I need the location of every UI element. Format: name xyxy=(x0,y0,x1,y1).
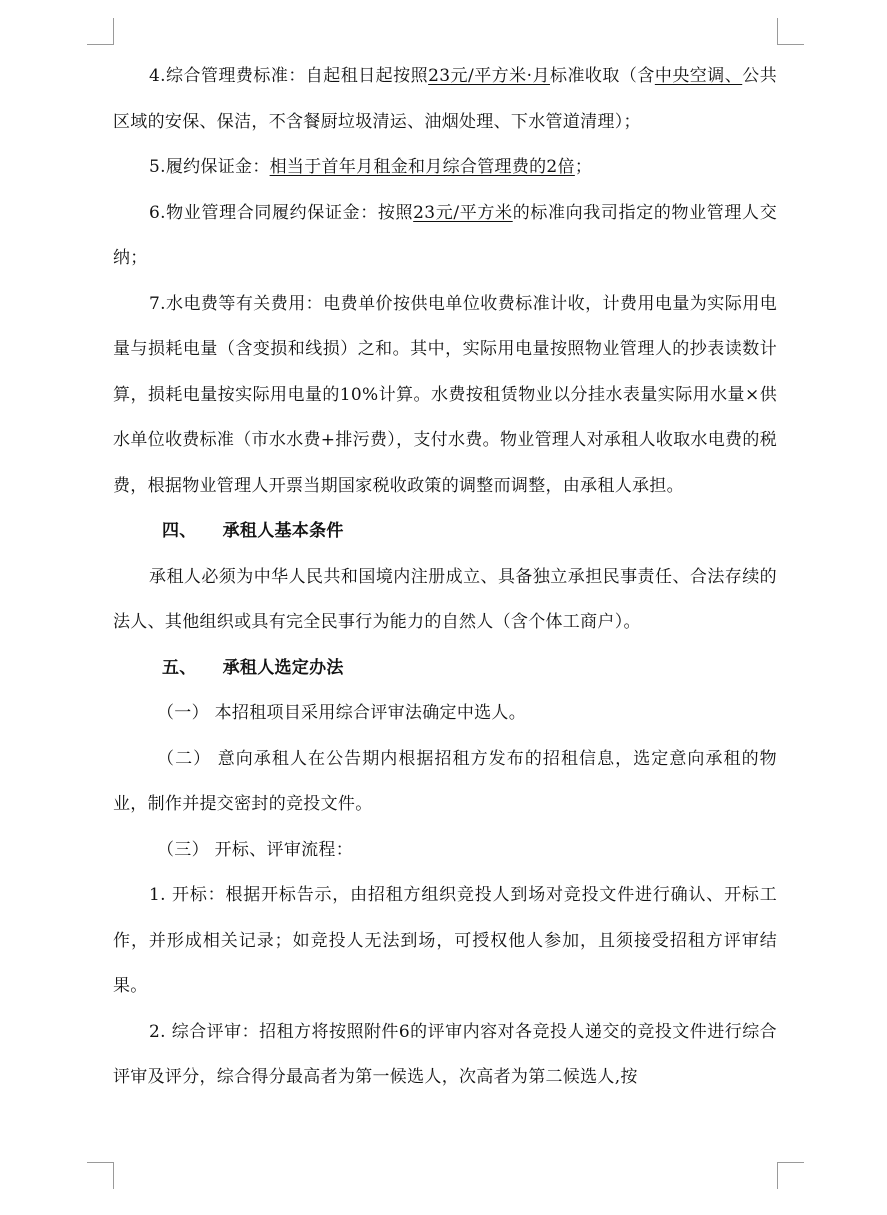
page-corner-mark-top-right xyxy=(777,18,804,45)
item-text: 本招租项目采用综合评审法确定中选人。 xyxy=(214,703,527,723)
list-item-1-opening xyxy=(113,873,777,1010)
item-text: 综合评审：招租方将按照附件6的评审内容对各竞投人递交的竞投文件进行综合评审及评分，综合得分最高者为第一候选人，次高者为第二候选人,按 xyxy=(113,1021,777,1087)
page-corner-mark-top-left xyxy=(87,18,114,45)
text: 6.物业管理合同履约保证金：按照 xyxy=(149,202,414,223)
underlined-text: 23元/平方米 xyxy=(413,202,513,223)
underlined-text: 相当于首年月租金和月综合管理费的2倍 xyxy=(269,157,575,177)
text: 的标准向我司指定的物业管理人交纳； xyxy=(113,202,778,268)
text: 标准收取（含 xyxy=(549,66,655,86)
subsection-2 xyxy=(113,737,777,828)
text: 公共区域的安保、保洁，不含餐厨垃圾清运、油烟处理、下水管道清理）； xyxy=(113,66,777,132)
subsection-1 xyxy=(113,691,777,737)
underlined-text: 23元/平方米·月 xyxy=(428,66,550,86)
section-number: 四、 xyxy=(162,521,197,541)
text: 4.综合管理费标准：自起租日起按照 xyxy=(149,66,429,86)
text: ； xyxy=(574,157,593,177)
document-body xyxy=(113,54,777,1101)
item-number: （二） xyxy=(157,748,212,769)
item-text: 开标、评审流程： xyxy=(214,839,354,860)
text: 5.履约保证金： xyxy=(149,157,270,177)
item-text: 意向承租人在公告期内根据招租方发布的招租信息，选定意向承租的物业，制作并提交密封的竞投文件。 xyxy=(113,748,777,814)
section-title: 承租人基本条件 xyxy=(222,521,344,541)
paragraph-tenant-conditions: 承租人必须为中华人民共和国境内注册成立、具备独立承担民事责任、合法存续的法人、其他组织或具有完全民事行为能力的自然人（含个体工商户）。 xyxy=(113,566,777,632)
section-number: 五、 xyxy=(162,657,197,678)
item-number: （三） xyxy=(157,839,209,860)
subsection-3 xyxy=(113,828,777,874)
page-corner-mark-bottom-left xyxy=(87,1162,114,1189)
item-number: 1. xyxy=(149,885,166,905)
item-number: （一） xyxy=(157,703,209,723)
paragraph-performance-bond xyxy=(113,145,777,191)
underlined-text: 中央空调、 xyxy=(654,66,743,86)
paragraph-utility-fees: 7.水电费等有关费用：电费单价按供电单位收费标准计收，计费用电量为实际用电量与损耗电量（含变损和线损）之和。其中，实际用电量按照物业管理人的抄表读数计算，损耗电量按实际用电量的10%计算。水费按租赁物业以分挂水表量实际用水量×供水单位收费标准（市水水费+排污费），支付水费。物业管理人对承租人收取水电费的税费，根据物业管理人开票当期国家税收政策的调整而调整，由承租人承担。 xyxy=(113,293,777,496)
section-heading-5 xyxy=(113,646,777,692)
item-number: 2. xyxy=(149,1021,166,1042)
paragraph-property-contract-bond xyxy=(113,191,777,282)
item-text: 开标：根据开标告示，由招租方组织竞投人到场对竞投文件进行确认、开标工作，并形成相关记录；如竞投人无法到场，可授权他人参加，且须接受招租方评审结果。 xyxy=(113,885,777,996)
page-corner-mark-bottom-right xyxy=(777,1162,804,1189)
section-heading-4 xyxy=(113,509,777,555)
list-item-2-evaluation xyxy=(113,1010,777,1101)
paragraph-management-fee xyxy=(113,54,777,145)
section-title: 承租人选定办法 xyxy=(222,657,344,678)
